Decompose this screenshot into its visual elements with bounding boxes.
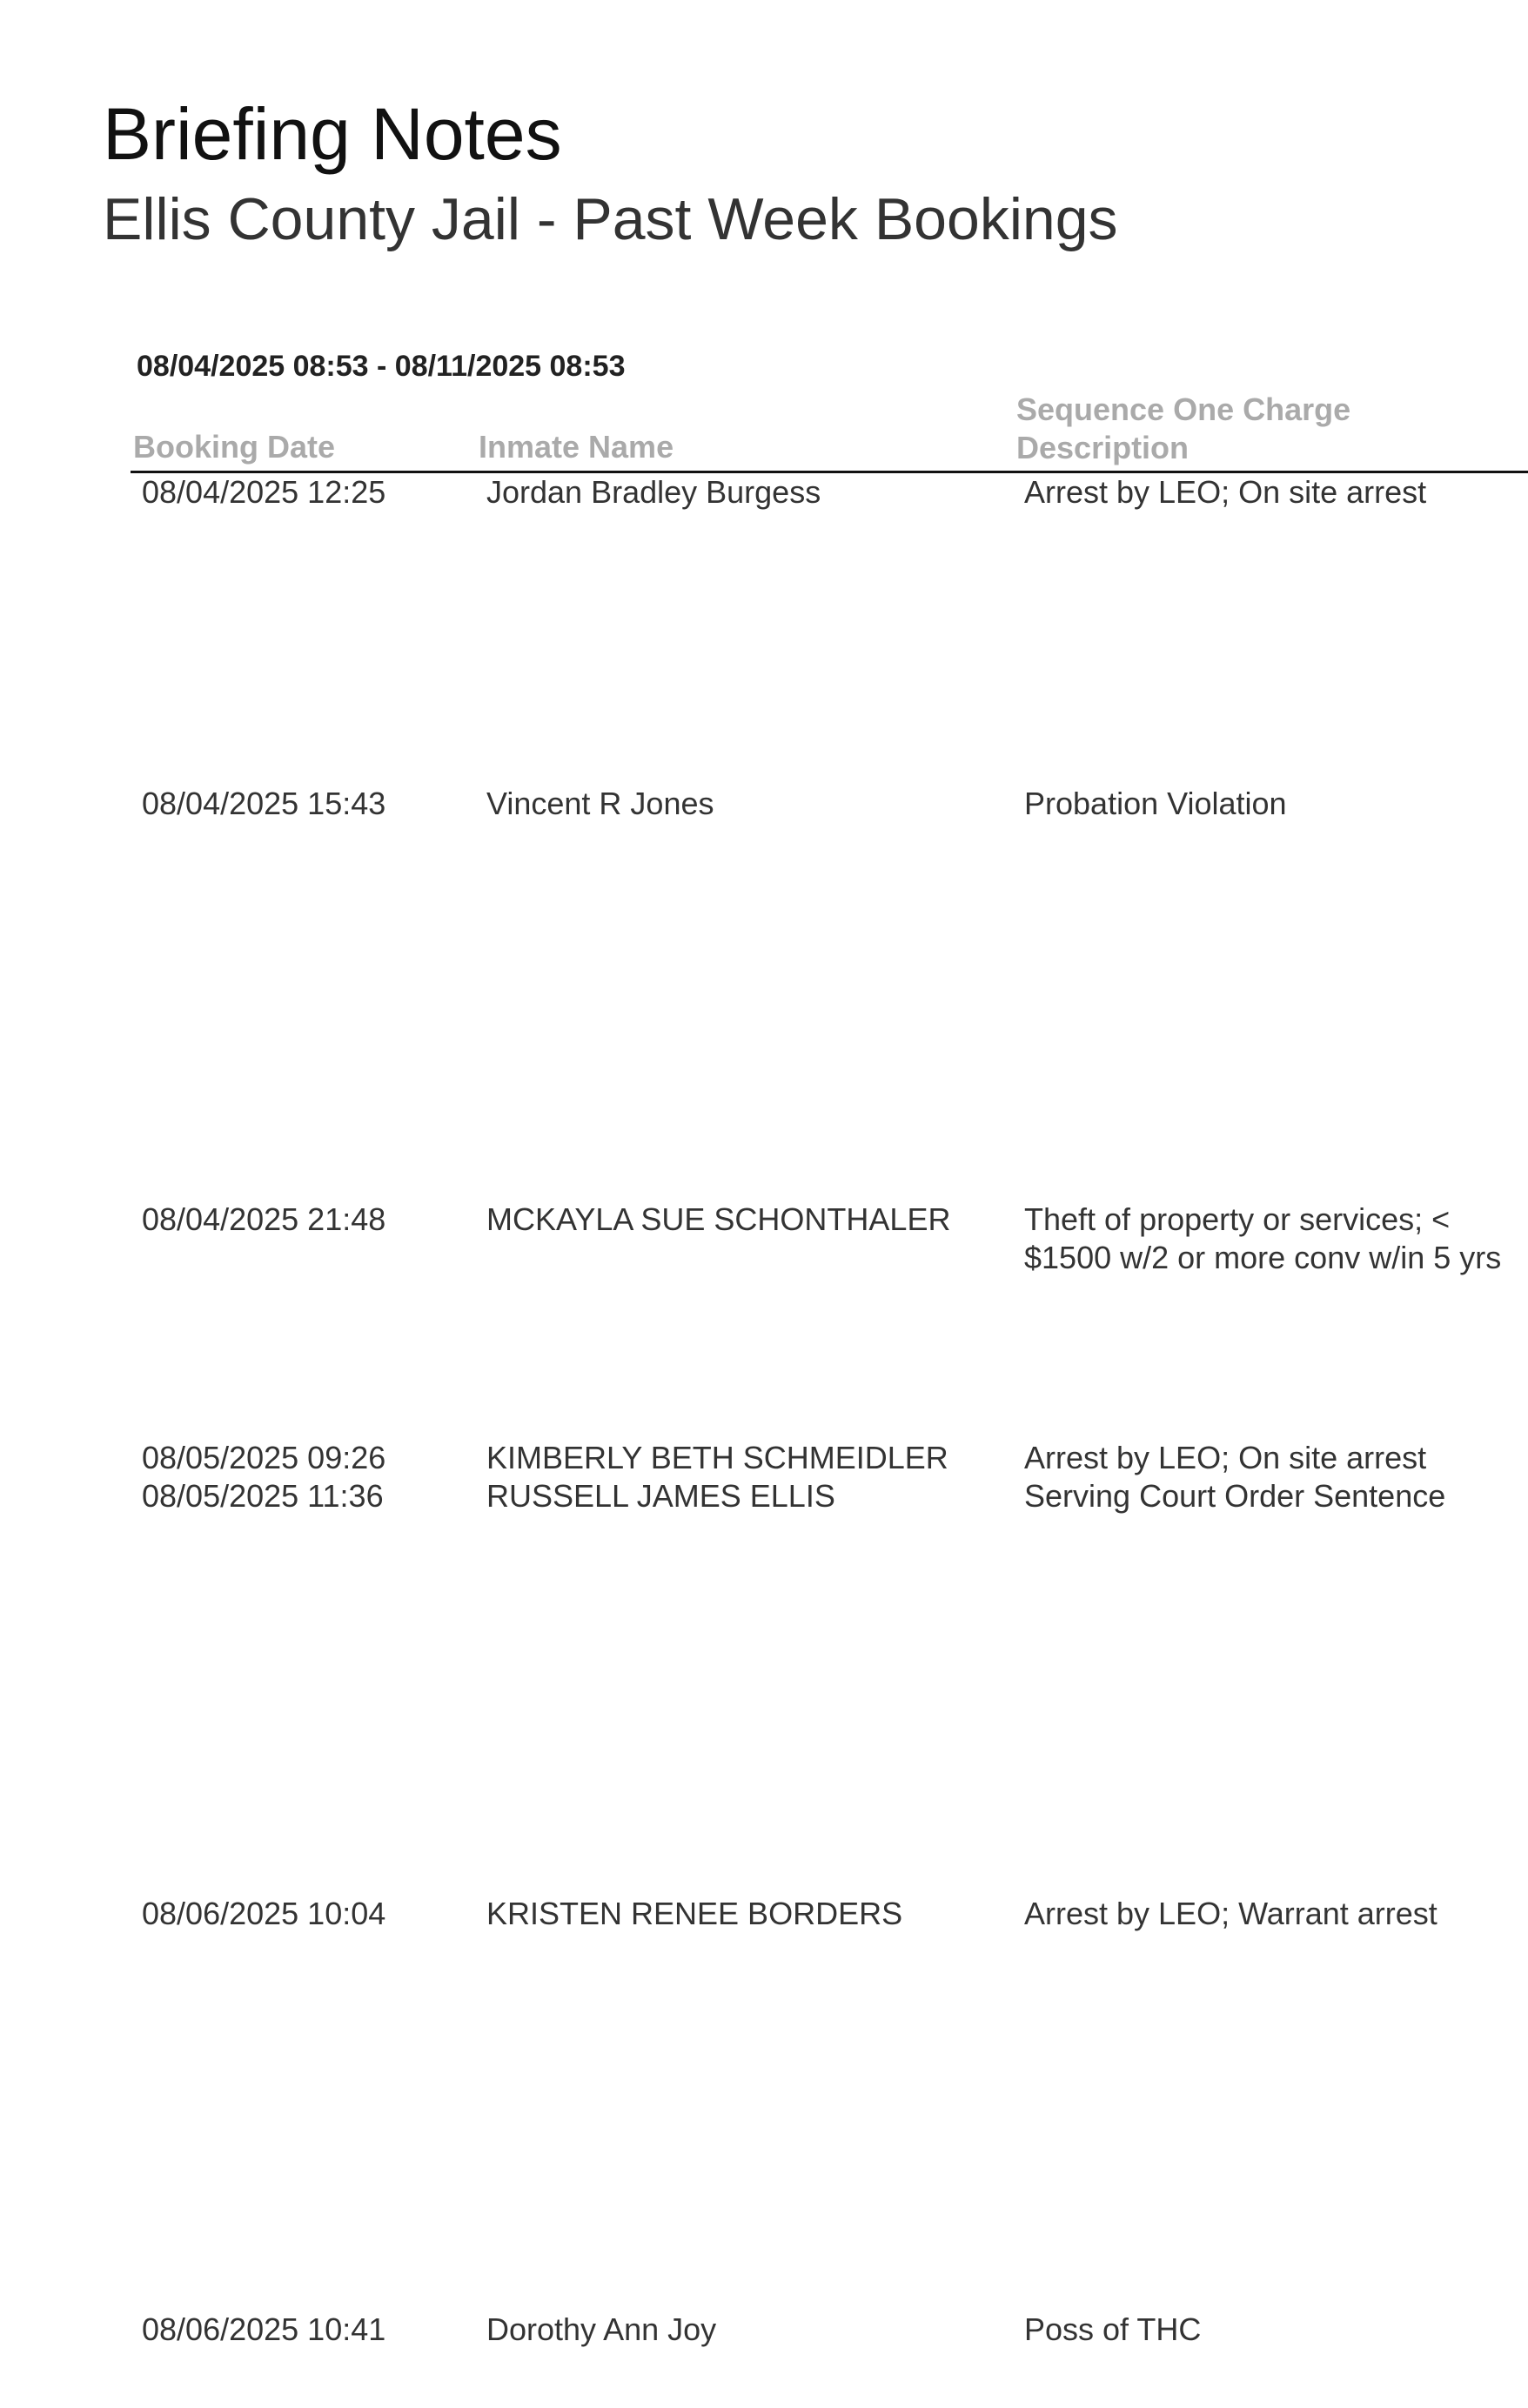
charge-cell: Arrest by LEO; On site arrest <box>1024 1440 1427 1475</box>
charge-line: Theft of property or services; < <box>1024 1201 1451 1237</box>
charge-cell: Arrest by LEO; Warrant arrest <box>1024 1896 1438 1931</box>
header-charge-description <box>1016 391 1434 467</box>
booking-date-cell: 08/04/2025 15:43 <box>142 786 386 821</box>
booking-date-cell: 08/05/2025 11:36 <box>142 1478 384 1514</box>
booking-date-cell: 08/06/2025 10:41 <box>142 2311 386 2347</box>
report-title: Briefing Notes <box>103 93 562 175</box>
header-charge-line1: Sequence One Charge <box>1016 391 1351 427</box>
charge-line: $1500 w/2 or more conv w/in 5 yrs <box>1024 1240 1502 1275</box>
header-charge-line2: Description <box>1016 430 1190 465</box>
date-range: 08/04/2025 08:53 - 08/11/2025 08:53 <box>137 350 626 383</box>
inmate-name-cell: RUSSELL JAMES ELLIS <box>486 1478 835 1514</box>
booking-date-cell: 08/04/2025 12:25 <box>142 474 386 510</box>
charge-cell <box>1024 1201 1528 1277</box>
charge-cell: Poss of THC <box>1024 2311 1202 2347</box>
charge-cell: Probation Violation <box>1024 786 1287 821</box>
inmate-name-cell: Dorothy Ann Joy <box>486 2311 717 2347</box>
inmate-name-cell: MCKAYLA SUE SCHONTHALER <box>486 1201 951 1237</box>
booking-date-cell: 08/04/2025 21:48 <box>142 1201 386 1237</box>
header-booking-date: Booking Date <box>133 429 336 465</box>
inmate-name-cell: Vincent R Jones <box>486 786 714 821</box>
inmate-name-cell: Jordan Bradley Burgess <box>486 474 821 510</box>
booking-date-cell: 08/05/2025 09:26 <box>142 1440 386 1475</box>
inmate-name-cell: KRISTEN RENEE BORDERS <box>486 1896 903 1931</box>
charge-cell: Serving Court Order Sentence <box>1024 1478 1446 1514</box>
charge-cell: Arrest by LEO; On site arrest <box>1024 474 1427 510</box>
inmate-name-cell: KIMBERLY BETH SCHMEIDLER <box>486 1440 948 1475</box>
booking-date-cell: 08/06/2025 10:04 <box>142 1896 386 1931</box>
report-subtitle: Ellis County Jail - Past Week Bookings <box>103 186 1118 252</box>
header-inmate-name: Inmate Name <box>479 429 674 465</box>
